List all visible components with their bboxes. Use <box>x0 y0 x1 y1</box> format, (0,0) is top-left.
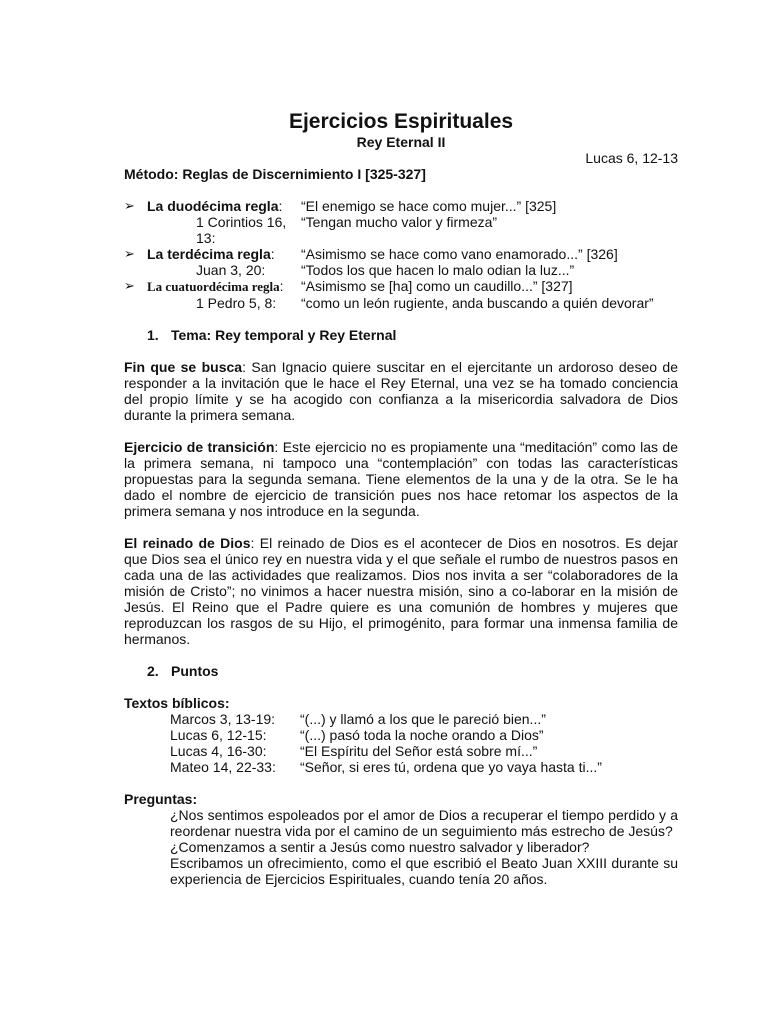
bible-reference: Lucas 6, 12-15: <box>170 727 267 743</box>
section-number: 1. <box>147 327 159 343</box>
rule-label: La cuatuordécima regla: <box>147 278 284 294</box>
question-item: Escribamos un ofrecimiento, como el que escribió el Beato Juan XXIII durante su experiencia de Ejercicios Espirituales, cuando tenía 20 años. <box>170 855 678 887</box>
rule-citation-row <box>124 295 678 311</box>
section-heading-1 <box>124 327 678 343</box>
bible-reference: Mateo 14, 22-33: <box>170 759 276 775</box>
section-heading-2 <box>124 663 678 679</box>
question-item: ¿Comenzamos a sentir a Jesús como nuestro salvador y liberador? <box>170 839 590 855</box>
citation-text: “como un león rugiente, anda buscando a quién devorar” <box>301 295 654 311</box>
paragraph-kingdom: El reinado de Dios: El reinado de Dios es el acontecer de Dios en nosotros. Es dejar que Dios sea el único rey en nuestra vida y el que señale el rumbo de nuestros pasos en cada una de las actividades que realizamos. Dios nos invita a ser “colaboradores de la misión de Cristo”; no vinimos a hacer nuestra misión, sino a co-laborar en la misión de Jesús. El Reino que el Padre quiere es una comunión de hombres y mujeres que reproduzcan los rasgos de su Hijo, el primogénito, para formar una inmensa familia de hermanos. <box>124 535 679 647</box>
rule-label: La duodécima regla: <box>147 198 283 214</box>
question-item: ¿Nos sentimos espoleados por el amor de Dios a recuperar el tiempo perdido y a reordenar nuestra vida por el camino de un seguimiento más estrecho de Jesús? <box>170 807 678 839</box>
paragraph-transition: Ejercicio de transición: Este ejercicio no es propiamente una “meditación” como las de la primera semana, ni tampoco una “contemplación” con todas las características propuestas para la segunda semana. Tiene elementos de la una y de la otra. Se le ha dado el nombre de ejercicio de transición pues nos hace retomar los aspectos de la primera semana y nos introduce en la segunda. <box>124 439 678 519</box>
bible-quote: “El Espíritu del Señor está sobre mí...” <box>300 743 538 759</box>
citation-text: “Tengan mucho valor y firmeza” <box>301 214 498 230</box>
bible-quote: “(...) pasó toda la noche orando a Dios” <box>300 727 544 743</box>
paragraph-purpose: Fin que se busca: San Ignacio quiere suscitar en el ejercitante un ardoroso deseo de responder a la invitación que le hace el Rey Eternal, una vez se ha tomado conciencia del propio límite y se ha acogido con confianza a la misericordia salvadora de Dios durante la primera semana. <box>124 359 678 423</box>
paragraph-term: Ejercicio de transición <box>124 439 275 455</box>
citation-reference: 1 Pedro 5, 8: <box>196 295 277 311</box>
rule-row <box>124 198 678 214</box>
citation-reference: Juan 3, 20: <box>196 262 266 278</box>
rule-text: “Asimismo se hace como vano enamorado...” [326] <box>301 246 618 262</box>
bible-texts-list <box>124 711 678 775</box>
method-line: Método: Reglas de Discernimiento I [325-327] <box>124 166 426 182</box>
bible-reference: Lucas 4, 16-30: <box>170 743 267 759</box>
questions-list <box>124 807 678 887</box>
rule-citation-row <box>124 262 678 278</box>
list-item <box>170 727 678 743</box>
bible-quote: “(...) y llamó a los que le pareció bien...” <box>300 711 546 727</box>
document-title: Ejercicios Espirituales <box>288 110 514 133</box>
list-item <box>170 711 678 727</box>
rule-row <box>124 278 678 295</box>
rule-row <box>124 246 678 262</box>
rule-text: “El enemigo se hace como mujer...” [325] <box>301 198 557 214</box>
document-page <box>124 110 678 887</box>
rule-text: “Asimismo se [ha] como un caudillo...” [327] <box>301 278 573 294</box>
section-number: 2. <box>147 663 159 679</box>
rule-label: La terdécima regla: <box>147 246 275 262</box>
citation-text: “Todos los que hacen lo malo odian la luz...” <box>301 262 575 278</box>
citation-reference: 1 Corintios 16, 13: <box>196 214 287 246</box>
arrow-bullet-icon: ➢ <box>124 198 135 213</box>
list-item <box>170 743 678 759</box>
paragraph-term: Fin que se busca <box>124 359 243 375</box>
section-title: Tema: Rey temporal y Rey Eternal <box>171 327 397 343</box>
bible-quote: “Señor, si eres tú, ordena que yo vaya hasta ti...” <box>300 759 602 775</box>
texts-heading: Textos bíblicos: <box>124 695 230 711</box>
bible-reference: Marcos 3, 13-19: <box>170 711 276 727</box>
rule-citation-row <box>124 214 678 246</box>
section-title: Puntos <box>171 663 219 679</box>
list-item <box>170 759 678 775</box>
document-subtitle: Rey Eternal II <box>356 134 446 150</box>
arrow-bullet-icon: ➢ <box>124 278 135 293</box>
top-scripture-reference: Lucas 6, 12-13 <box>585 150 678 166</box>
questions-heading: Preguntas: <box>124 791 198 807</box>
paragraph-term: El reinado de Dios <box>124 535 251 551</box>
arrow-bullet-icon: ➢ <box>124 246 135 261</box>
rules-list <box>124 198 678 311</box>
